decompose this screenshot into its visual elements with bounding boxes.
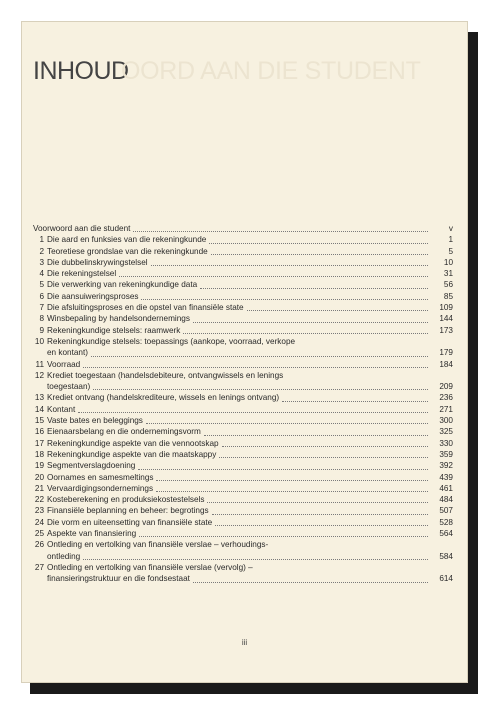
toc-chapter-title: Rekeningkundige stelsels: raamwerk xyxy=(47,325,181,335)
page-title: INHOUD xyxy=(33,57,129,85)
toc-entry xyxy=(33,426,453,437)
toc-entry xyxy=(33,438,453,449)
toc-page-number: 1 xyxy=(448,235,453,245)
toc-dot-leader xyxy=(83,552,428,560)
toc-dot-leader xyxy=(211,247,428,255)
toc-page-number: 392 xyxy=(439,461,453,471)
toc-chapter-number: 8 xyxy=(39,314,44,324)
toc-chapter-number: 5 xyxy=(39,280,44,290)
toc-dot-leader xyxy=(215,518,428,526)
toc-page-number: 31 xyxy=(443,269,453,279)
toc-chapter-title: Ontleding en vertolking van finansiële verslae – verhoudings- xyxy=(47,540,269,550)
toc-dot-leader xyxy=(212,507,428,515)
toc-entry xyxy=(33,562,453,573)
toc-page-number: 56 xyxy=(443,280,453,290)
toc-dot-leader xyxy=(222,439,428,447)
toc-chapter-title: Die aard en funksies van die rekeningkunde xyxy=(47,235,207,245)
toc-chapter-title: Voorraad xyxy=(47,359,81,369)
toc-entry xyxy=(33,415,453,426)
toc-chapter-title: Eienaarsbelang en die ondernemingsvorm xyxy=(47,427,201,437)
table-of-contents xyxy=(33,223,453,585)
toc-entry xyxy=(33,302,453,313)
toc-page-number: 271 xyxy=(439,404,453,414)
toc-chapter-title: Teoretiese grondslae van die rekeningkunde xyxy=(47,246,208,256)
toc-chapter-title: Vervaardigingsondernemings xyxy=(47,483,154,493)
toc-entry xyxy=(33,404,453,415)
toc-page-number: 325 xyxy=(439,427,453,437)
toc-page-number: 528 xyxy=(439,517,453,527)
toc-chapter-title: Die verwerking van rekeningkundige data xyxy=(47,280,198,290)
toc-chapter-number: 16 xyxy=(34,427,44,437)
toc-dot-leader xyxy=(139,529,428,537)
toc-dot-leader xyxy=(138,462,428,470)
toc-chapter-title: Die afsluitingsproses en die opstel van finansiële state xyxy=(47,303,244,313)
toc-entry xyxy=(33,460,453,471)
toc-dot-leader xyxy=(200,281,428,289)
book-page xyxy=(21,21,468,683)
toc-chapter-number: 17 xyxy=(34,438,44,448)
toc-chapter-title: Rekeningkundige aspekte van die vennootskap xyxy=(47,438,219,448)
toc-page-number: 330 xyxy=(439,438,453,448)
toc-dot-leader xyxy=(93,382,428,390)
toc-entry xyxy=(33,313,453,324)
toc-chapter-number: 11 xyxy=(35,359,44,369)
toc-chapter-number: 25 xyxy=(34,529,44,539)
page-folio: iii xyxy=(241,638,248,647)
toc-entry-continuation xyxy=(33,347,453,358)
toc-entry xyxy=(33,483,453,494)
toc-dot-leader xyxy=(133,224,428,232)
toc-entry xyxy=(33,359,453,370)
toc-page-number: 85 xyxy=(443,291,453,301)
toc-page-number: 10 xyxy=(443,257,453,267)
toc-entry xyxy=(33,472,453,483)
toc-chapter-number: 24 xyxy=(34,517,44,527)
toc-page-number: 439 xyxy=(439,472,453,482)
toc-chapter-title: Winsbepaling by handelsondernemings xyxy=(47,314,190,324)
toc-chapter-title: Voorwoord aan die student xyxy=(33,224,131,233)
toc-entry xyxy=(33,449,453,460)
toc-dot-leader xyxy=(78,405,428,413)
toc-dot-leader xyxy=(146,416,428,424)
toc-page-number: 5 xyxy=(448,246,453,256)
toc-chapter-title: Aspekte van finansiering xyxy=(47,529,137,539)
toc-page-number: 236 xyxy=(439,393,453,403)
toc-dot-leader xyxy=(183,326,428,334)
toc-entry xyxy=(33,257,453,268)
toc-dot-leader xyxy=(141,292,428,300)
toc-entry xyxy=(33,291,453,302)
toc-page-number: 564 xyxy=(439,529,453,539)
toc-chapter-title: Rekeningkundige aspekte van die maatskappy xyxy=(47,449,217,459)
toc-chapter-number: 1 xyxy=(39,235,44,245)
toc-entry xyxy=(33,505,453,516)
toc-page-number: 484 xyxy=(439,495,453,505)
toc-chapter-title: Finansiële beplanning en beheer: begrotings xyxy=(47,506,209,516)
toc-page-number: 614 xyxy=(439,574,453,584)
toc-entry xyxy=(33,528,453,539)
toc-chapter-number: 12 xyxy=(34,370,44,380)
toc-entry-continuation xyxy=(33,573,453,584)
toc-entry xyxy=(33,246,453,257)
toc-dot-leader xyxy=(219,450,428,458)
toc-chapter-title: Die vorm en uiteensetting van finansiële state xyxy=(47,517,213,527)
toc-page-number: 179 xyxy=(439,348,453,358)
toc-chapter-title: en kontant) xyxy=(47,348,88,358)
toc-entry xyxy=(33,494,453,505)
toc-chapter-number: 13 xyxy=(34,393,44,403)
toc-chapter-number: 6 xyxy=(39,291,44,301)
toc-dot-leader xyxy=(282,394,428,402)
toc-entry xyxy=(33,539,453,550)
toc-chapter-number: 14 xyxy=(34,404,44,414)
toc-page-number: 209 xyxy=(439,382,453,392)
toc-entry-continuation xyxy=(33,381,453,392)
toc-dot-leader xyxy=(247,303,428,311)
toc-chapter-number: 10 xyxy=(34,336,44,346)
toc-entry xyxy=(33,234,453,245)
toc-chapter-number: 4 xyxy=(39,269,44,279)
toc-dot-leader xyxy=(119,269,428,277)
toc-page-number: 300 xyxy=(439,416,453,426)
toc-chapter-title: Rekeningkundige stelsels: toepassings (aankope, voorraad, verkope xyxy=(47,336,296,346)
toc-chapter-number: 20 xyxy=(34,472,44,482)
toc-entry xyxy=(33,279,453,290)
toc-chapter-title: Kontant xyxy=(47,404,76,414)
toc-chapter-number: 21 xyxy=(34,483,44,493)
show-through-text: OORD AAN DIE STUDENT xyxy=(121,57,421,85)
toc-entry xyxy=(33,392,453,403)
toc-page-number: 359 xyxy=(439,449,453,459)
toc-entry xyxy=(33,370,453,381)
toc-page-number: 461 xyxy=(439,483,453,493)
toc-chapter-number: 18 xyxy=(34,449,44,459)
toc-chapter-title: Segmentverslagdoening xyxy=(47,461,136,471)
toc-chapter-number: 2 xyxy=(39,246,44,256)
toc-dot-leader xyxy=(204,428,428,436)
toc-chapter-number: 22 xyxy=(34,495,44,505)
toc-dot-leader xyxy=(156,484,428,492)
toc-entry xyxy=(33,336,453,347)
toc-chapter-title: Krediet toegestaan (handelsdebiteure, ontvangwissels en lenings xyxy=(47,370,284,380)
toc-dot-leader xyxy=(207,495,428,503)
toc-page-number: 184 xyxy=(439,359,453,369)
toc-page-number: 109 xyxy=(439,303,453,313)
toc-page-number: 144 xyxy=(439,314,453,324)
toc-chapter-number: 23 xyxy=(34,506,44,516)
toc-chapter-title: Ontleding en vertolking van finansiële verslae (vervolg) – xyxy=(47,562,253,572)
toc-dot-leader xyxy=(83,360,428,368)
toc-page-number: 584 xyxy=(439,551,453,561)
toc-entry xyxy=(33,325,453,336)
toc-chapter-number: 19 xyxy=(34,461,44,471)
toc-dot-leader xyxy=(193,315,428,323)
heading-area xyxy=(33,56,453,96)
toc-chapter-title: Die aansuiweringsproses xyxy=(47,291,139,301)
toc-entry xyxy=(33,517,453,528)
toc-chapter-title: Krediet ontvang (handelskrediteure, wissels en lenings ontvang) xyxy=(47,393,280,403)
toc-chapter-title: Die dubbelinskrywingstelsel xyxy=(47,257,148,267)
toc-dot-leader xyxy=(151,258,428,266)
toc-page-number: 173 xyxy=(439,325,453,335)
toc-chapter-number: 3 xyxy=(39,257,44,267)
toc-dot-leader xyxy=(193,575,428,583)
toc-chapter-title: ontleding xyxy=(47,551,81,561)
toc-dot-leader xyxy=(91,349,428,357)
toc-dot-leader xyxy=(156,473,428,481)
toc-chapter-title: Kosteberekening en produksiekostestelsels xyxy=(47,495,205,505)
toc-chapter-number: 15 xyxy=(34,416,44,426)
toc-entry-continuation xyxy=(33,551,453,562)
toc-page-number: 507 xyxy=(439,506,453,516)
toc-page-number: v xyxy=(448,224,453,233)
toc-chapter-title: Die rekeningstelsel xyxy=(47,269,117,279)
toc-entry xyxy=(33,223,453,234)
toc-chapter-title: toegestaan) xyxy=(47,382,91,392)
toc-chapter-number: 9 xyxy=(39,325,44,335)
toc-chapter-number: 7 xyxy=(39,303,44,313)
toc-chapter-title: finansieringstruktuur en die fondsestaat xyxy=(47,574,190,584)
toc-chapter-number: 26 xyxy=(34,540,44,550)
toc-chapter-number: 27 xyxy=(34,562,44,572)
toc-chapter-title: Oornames en samesmeltings xyxy=(47,472,154,482)
toc-entry xyxy=(33,268,453,279)
toc-dot-leader xyxy=(209,236,428,244)
toc-chapter-title: Vaste bates en beleggings xyxy=(47,416,143,426)
